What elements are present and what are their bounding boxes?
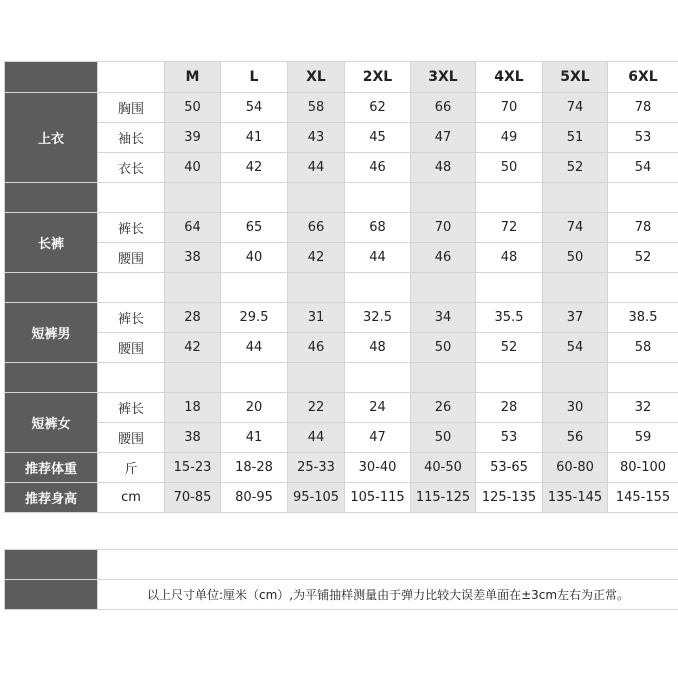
size-value-cell: 53-65 — [476, 453, 543, 483]
spacer-cell — [543, 183, 608, 213]
size-value-cell: 58 — [288, 93, 345, 123]
size-value-cell: 65 — [221, 213, 288, 243]
size-value-cell: 44 — [288, 153, 345, 183]
spacer-cell — [288, 363, 345, 393]
measurement-row — [5, 93, 678, 123]
size-value-cell: 53 — [608, 123, 678, 153]
size-value-cell: 54 — [543, 333, 608, 363]
size-header-l: L — [221, 62, 288, 93]
size-value-cell: 43 — [288, 123, 345, 153]
section-label: 短裤男 — [5, 303, 98, 363]
size-value-cell: 52 — [476, 333, 543, 363]
size-value-cell: 26 — [411, 393, 476, 423]
size-value-cell: 24 — [345, 393, 411, 423]
spacer-cell — [98, 183, 165, 213]
size-value-cell: 29.5 — [221, 303, 288, 333]
header-blank-cell — [98, 62, 165, 93]
size-value-cell: 70-85 — [165, 483, 221, 513]
size-value-cell: 60-80 — [543, 453, 608, 483]
recommend-unit: 斤 — [98, 453, 165, 483]
size-value-cell: 42 — [288, 243, 345, 273]
spacer-cell — [288, 183, 345, 213]
size-value-cell: 48 — [411, 153, 476, 183]
size-value-cell: 72 — [476, 213, 543, 243]
size-value-cell: 52 — [543, 153, 608, 183]
spacer-cell — [608, 183, 678, 213]
size-value-cell: 42 — [221, 153, 288, 183]
section-label: 短裤女 — [5, 393, 98, 453]
recommend-label: 推荐体重 — [5, 453, 98, 483]
spacer-cell — [165, 273, 221, 303]
size-value-cell: 40 — [165, 153, 221, 183]
size-value-cell: 70 — [476, 93, 543, 123]
size-value-cell: 30-40 — [345, 453, 411, 483]
size-value-cell: 56 — [543, 423, 608, 453]
measurement-label: 裤长 — [98, 213, 165, 243]
size-value-cell: 145-155 — [608, 483, 678, 513]
spacer-cell — [608, 363, 678, 393]
size-value-cell: 64 — [165, 213, 221, 243]
spacer-cell — [345, 363, 411, 393]
size-value-cell: 38 — [165, 243, 221, 273]
size-value-cell: 66 — [411, 93, 476, 123]
size-value-cell: 46 — [411, 243, 476, 273]
size-value-cell: 18 — [165, 393, 221, 423]
spacer-cell — [98, 363, 165, 393]
spacer-cell — [476, 273, 543, 303]
size-value-cell: 105-115 — [345, 483, 411, 513]
section-label: 上衣 — [5, 93, 98, 183]
size-value-cell: 115-125 — [411, 483, 476, 513]
size-value-cell: 80-100 — [608, 453, 678, 483]
size-value-cell: 38.5 — [608, 303, 678, 333]
spacer-cell — [221, 183, 288, 213]
spacer-cell — [543, 273, 608, 303]
size-value-cell: 38 — [165, 423, 221, 453]
size-value-cell: 28 — [476, 393, 543, 423]
note-table — [4, 549, 678, 622]
spacer-cell — [98, 273, 165, 303]
size-value-cell: 46 — [345, 153, 411, 183]
size-value-cell: 58 — [608, 333, 678, 363]
size-value-cell: 80-95 — [221, 483, 288, 513]
size-value-cell: 46 — [288, 333, 345, 363]
size-value-cell: 78 — [608, 213, 678, 243]
size-value-cell: 22 — [288, 393, 345, 423]
size-value-cell: 54 — [608, 153, 678, 183]
size-value-cell: 78 — [608, 93, 678, 123]
size-value-cell: 59 — [608, 423, 678, 453]
size-value-cell: 52 — [608, 243, 678, 273]
spacer-cell — [221, 273, 288, 303]
size-value-cell: 40-50 — [411, 453, 476, 483]
size-value-cell: 32.5 — [345, 303, 411, 333]
size-value-cell: 48 — [345, 333, 411, 363]
size-value-cell: 44 — [345, 243, 411, 273]
size-note: 以上尺寸单位:厘米（cm）,为平铺抽样测量由于弹力比较大误差单面在±3cm左右为正常。 — [98, 580, 678, 610]
measurement-label: 裤长 — [98, 393, 165, 423]
size-value-cell: 15-23 — [165, 453, 221, 483]
size-value-cell: 18-28 — [221, 453, 288, 483]
size-value-cell: 20 — [221, 393, 288, 423]
size-value-cell: 95-105 — [288, 483, 345, 513]
note-bottom-edge-2 — [98, 610, 678, 623]
size-value-cell: 32 — [608, 393, 678, 423]
note-top-cell — [98, 550, 678, 580]
measurement-row — [5, 423, 678, 453]
size-header-5xl: 5XL — [543, 62, 608, 93]
spacer-label-cell — [5, 183, 98, 213]
measurement-label: 胸围 — [98, 93, 165, 123]
size-value-cell: 54 — [221, 93, 288, 123]
spacer-cell — [345, 273, 411, 303]
note-label-cell-2 — [5, 580, 98, 610]
spacer-cell — [476, 183, 543, 213]
size-value-cell: 53 — [476, 423, 543, 453]
spacer-cell — [476, 363, 543, 393]
size-value-cell: 135-145 — [543, 483, 608, 513]
size-header-m: M — [165, 62, 221, 93]
size-value-cell: 125-135 — [476, 483, 543, 513]
size-header-4xl: 4XL — [476, 62, 543, 93]
size-value-cell: 30 — [543, 393, 608, 423]
size-value-cell: 74 — [543, 213, 608, 243]
measurement-row — [5, 333, 678, 363]
size-value-cell: 51 — [543, 123, 608, 153]
spacer-cell — [165, 363, 221, 393]
measurement-label: 腰围 — [98, 243, 165, 273]
size-value-cell: 74 — [543, 93, 608, 123]
size-value-cell: 41 — [221, 423, 288, 453]
size-table — [4, 61, 678, 513]
spacer-cell — [288, 273, 345, 303]
spacer-label-cell — [5, 363, 98, 393]
size-value-cell: 31 — [288, 303, 345, 333]
recommend-label: 推荐身高 — [5, 483, 98, 513]
size-value-cell: 68 — [345, 213, 411, 243]
size-value-cell: 70 — [411, 213, 476, 243]
size-value-cell: 39 — [165, 123, 221, 153]
spacer-label-cell — [5, 273, 98, 303]
size-value-cell: 66 — [288, 213, 345, 243]
size-header-xl: XL — [288, 62, 345, 93]
measurement-label: 袖长 — [98, 123, 165, 153]
size-value-cell: 62 — [345, 93, 411, 123]
spacer-cell — [411, 363, 476, 393]
size-value-cell: 37 — [543, 303, 608, 333]
measurement-row — [5, 123, 678, 153]
measurement-label: 腰围 — [98, 333, 165, 363]
size-value-cell: 34 — [411, 303, 476, 333]
spacer-cell — [543, 363, 608, 393]
size-value-cell: 42 — [165, 333, 221, 363]
size-header-2xl: 2XL — [345, 62, 411, 93]
measurement-label: 腰围 — [98, 423, 165, 453]
size-value-cell: 28 — [165, 303, 221, 333]
measurement-row — [5, 243, 678, 273]
size-value-cell: 48 — [476, 243, 543, 273]
spacer-cell — [221, 363, 288, 393]
measurement-label: 衣长 — [98, 153, 165, 183]
note-label-cell — [5, 550, 98, 580]
measurement-row — [5, 153, 678, 183]
size-value-cell: 50 — [411, 423, 476, 453]
size-value-cell: 44 — [288, 423, 345, 453]
note-bottom-edge — [5, 610, 98, 623]
size-value-cell: 50 — [543, 243, 608, 273]
spacer-cell — [411, 273, 476, 303]
measurement-row — [5, 303, 678, 333]
measurement-label: 裤长 — [98, 303, 165, 333]
measurement-row — [5, 213, 678, 243]
size-value-cell: 40 — [221, 243, 288, 273]
size-header-3xl: 3XL — [411, 62, 476, 93]
measurement-row — [5, 393, 678, 423]
size-value-cell: 50 — [476, 153, 543, 183]
section-label: 长裤 — [5, 213, 98, 273]
recommend-unit: cm — [98, 483, 165, 513]
size-value-cell: 50 — [411, 333, 476, 363]
spacer-cell — [411, 183, 476, 213]
header-corner-cell — [5, 62, 98, 93]
size-value-cell: 47 — [345, 423, 411, 453]
spacer-cell — [345, 183, 411, 213]
size-value-cell: 47 — [411, 123, 476, 153]
size-value-cell: 41 — [221, 123, 288, 153]
size-value-cell: 45 — [345, 123, 411, 153]
size-header-6xl: 6XL — [608, 62, 678, 93]
spacer-cell — [608, 273, 678, 303]
size-value-cell: 50 — [165, 93, 221, 123]
size-value-cell: 35.5 — [476, 303, 543, 333]
size-value-cell: 49 — [476, 123, 543, 153]
spacer-cell — [165, 183, 221, 213]
size-value-cell: 25-33 — [288, 453, 345, 483]
size-value-cell: 44 — [221, 333, 288, 363]
